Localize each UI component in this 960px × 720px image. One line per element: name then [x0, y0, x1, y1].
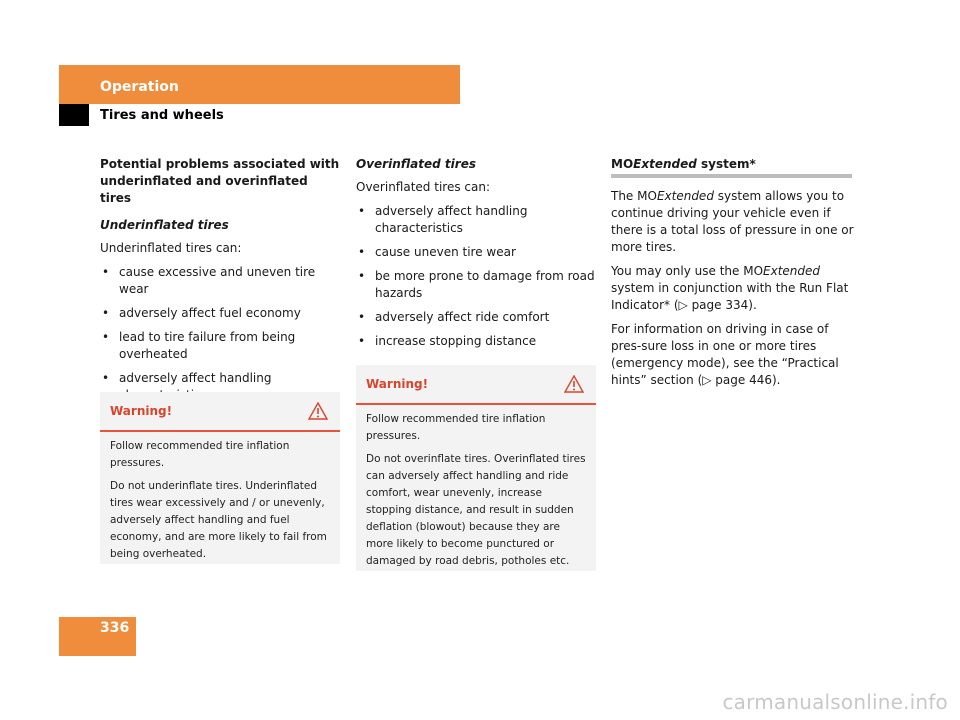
- warning-text: Follow recommended tire inflation pressures.: [110, 440, 290, 469]
- moextended-paragraph: [611, 263, 856, 314]
- text-part: You may only use the MO: [611, 264, 764, 278]
- warning-text: Follow recommended tire inflation pressures.: [366, 413, 546, 442]
- text-part: system in conjunction with the Run Flat Indicator* (▷ page 334).: [611, 281, 849, 312]
- list-item: • cause uneven tire wear: [356, 244, 596, 261]
- warning-triangle-icon: [564, 375, 584, 393]
- column-overinflated: [356, 156, 596, 357]
- warning-triangle-icon: [308, 402, 328, 420]
- column-moextended: [611, 156, 856, 173]
- overinflated-intro: Overinflated tires can:: [356, 180, 490, 194]
- text-part: system allows you to continue driving your vehicle even if there is a total loss of pressure in one or more tires.: [611, 189, 854, 254]
- list-item: • adversely affect handling: [100, 370, 340, 404]
- text-part: Extended: [763, 264, 821, 278]
- warning-title: Warning!: [366, 376, 429, 391]
- list-item: • adversely affect fuel economy: [100, 305, 340, 322]
- warning-text: Do not overinflate tires. Overinflated tires can adversely affect handling and ride comfort, wear unevenly, increase stopping distance, and result in sudden deflation (blowout) because they are more likely to become punctured or damaged by road debris, potholes etc.: [366, 453, 586, 567]
- moextended-paragraph: [611, 188, 856, 256]
- warning-body: [356, 405, 596, 570]
- list-item: • increase stopping distance: [356, 333, 596, 350]
- list-item: • cause excessive and uneven tire wear: [100, 264, 340, 298]
- moextended-paragraph: For information on driving in case of pres-sure loss in one or more tires (emergency mode), see the “Practical hints” section (▷ page 446).: [611, 322, 839, 387]
- section-subtitle: Tires and wheels: [100, 108, 224, 123]
- list-item: • adversely affect ride comfort: [356, 309, 596, 326]
- warning-box-overinflated: [356, 365, 596, 571]
- moextended-body: [611, 188, 856, 396]
- page-number: 336: [100, 620, 130, 636]
- warning-box-underinflated: [100, 392, 340, 564]
- list-item: • adversely affect handling characteristics: [356, 203, 596, 237]
- heading-part: Extended: [633, 157, 697, 171]
- heading-rule: [611, 174, 852, 178]
- list-item: • lead to tire failure from being overheated: [100, 329, 340, 363]
- overinflated-heading: Overinflated tires: [356, 157, 476, 171]
- list-item: • be more prone to damage from road hazards: [356, 268, 596, 302]
- text-part: Extended: [656, 189, 714, 203]
- underinflated-intro: Underinflated tires can:: [100, 241, 242, 255]
- column-underinflated: [100, 156, 340, 411]
- text-part: The MO: [611, 189, 657, 203]
- warning-text: Do not underinflate tires. Underinflated tires wear excessively and / or unevenly, adversely affect handling and fuel economy, and are more likely to fail from being overheated.: [110, 480, 327, 560]
- overinflated-list: [356, 203, 596, 350]
- heading-part: MO: [611, 157, 634, 171]
- watermark: carmanualsonline.info: [722, 690, 948, 714]
- underinflated-list: [100, 264, 340, 404]
- header-marker: [59, 104, 89, 126]
- heading-part: system*: [696, 157, 756, 171]
- moextended-heading: [611, 156, 856, 173]
- warning-body: [100, 432, 340, 563]
- problems-heading: Potential problems associated with underinflated and overinflated tires: [100, 157, 340, 205]
- section-title: Operation: [100, 79, 179, 95]
- underinflated-heading: Underinflated tires: [100, 218, 229, 232]
- warning-header: [356, 365, 596, 405]
- warning-title: Warning!: [110, 403, 173, 418]
- warning-header: [100, 392, 340, 432]
